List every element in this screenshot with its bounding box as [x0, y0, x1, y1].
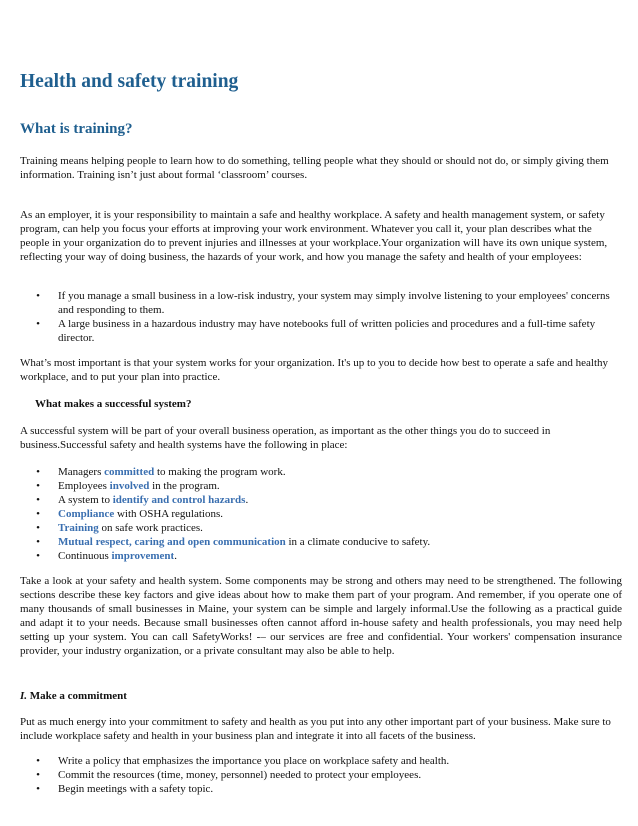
- bullet-icon: •: [36, 536, 40, 548]
- bullet-icon: •: [36, 755, 40, 767]
- list-item: • A system to identify and control hazards.: [20, 493, 622, 507]
- list-item: • Employees involved in the program.: [20, 479, 622, 493]
- paragraph-commitment: Put as much energy into your commitment to safety and health as you put into any other important part of your business. Make sure to include workplace safety and health in your business plan and integrate it into all facets of the business.: [20, 716, 611, 742]
- section-heading-make-commitment: [20, 689, 622, 703]
- highlight-text: identify and control hazards: [112, 494, 246, 506]
- list-item: [20, 782, 622, 796]
- highlight-text: Compliance: [58, 508, 115, 520]
- highlight-text: Mutual respect, caring and open communication: [58, 536, 286, 548]
- bullet-list-system-elements: [20, 465, 622, 563]
- list-item: • Continuous improvement.: [20, 549, 622, 563]
- highlight-text: involved: [109, 480, 150, 492]
- section-heading-what-is-training: What is training?: [20, 121, 133, 137]
- highlight-text: improvement: [111, 550, 175, 562]
- bullet-icon: •: [36, 466, 40, 478]
- bullet-icon: •: [36, 494, 40, 506]
- list-item: [20, 317, 622, 345]
- list-item: • Training on safe work practices.: [20, 521, 622, 535]
- section-title: Make a commitment: [27, 690, 127, 702]
- bullet-icon: •: [36, 480, 40, 492]
- list-item: [20, 289, 622, 317]
- list-item: [20, 754, 622, 768]
- section-numeral: I.: [20, 690, 28, 702]
- paragraph-employer-responsibility: As an employer, it is your responsibility to maintain a safe and healthy workplace. A safety and health management system, or safety program, can help you focus your efforts at improving your work environment. Whatever you call it, your plan describes what the people in your organization do to prevent injuries and illnesses at your workplace.Your organization will have its own unique system, reflecting your way of doing business, the hazards of your work, and how you manage the safety and health of your employees:: [20, 209, 608, 263]
- bullet-icon: •: [36, 783, 40, 795]
- bullet-icon: •: [36, 550, 40, 562]
- list-item: • Compliance with OSHA regulations.: [20, 507, 622, 521]
- bullet-icon: •: [36, 769, 40, 781]
- bullet-icon: •: [36, 290, 40, 302]
- bullet-icon: •: [36, 318, 40, 330]
- subheading-successful-system: What makes a successful system?: [35, 398, 192, 410]
- paragraph-successful-system: A successful system will be part of your overall business operation, as important as the other things you do to succeed in business.Successful safety and health systems have the following in place:: [20, 425, 551, 451]
- list-item: • Mutual respect, caring and open communication in a climate conducive to safety.: [20, 535, 622, 549]
- list-item-text: A large business in a hazardous industry may have notebooks full of written policies and procedures and a full-time safety director.: [58, 318, 596, 344]
- bullet-list-system-examples: [20, 289, 622, 345]
- paragraph-take-a-look: Take a look at your safety and health system. Some components may be strong and others may need to be strengthened. The following sections describe these key factors and give ideas about how to make them part of your program. And remember, if you operate one of many thousands of small businesses in Maine, your system can be simple and largely informal.Use the following as a practical guide and adapt it to your needs. Because small businesses often cannot afford in-house safety and health professionals, you may need help setting up your system. You can call SafetyWorks! -– our services are free and confidential. Your workers' compensation insurance provider, your industry organization, or a private consultant may also be able to help.: [20, 575, 622, 657]
- page-title: Health and safety training: [20, 71, 239, 92]
- list-item-text: Write a policy that emphasizes the importance you place on workplace safety and health.: [58, 755, 450, 767]
- paragraph-most-important: What’s most important is that your system works for your organization. It's up to you to decide how best to operate a safe and healthy workplace, and to put your plan into practice.: [20, 357, 609, 383]
- bullet-icon: •: [36, 508, 40, 520]
- list-item-text: Commit the resources (time, money, personnel) needed to protect your employees.: [58, 769, 422, 781]
- list-item: • Managers committed to making the program work.: [20, 465, 622, 479]
- highlight-text: Training: [58, 522, 99, 534]
- paragraph-training-definition: Training means helping people to learn how to do something, telling people what they should or should not do, or simply giving them information. Training isn’t just about formal ‘classroom’ courses.: [20, 155, 609, 181]
- bullet-list-commitment-actions: [20, 754, 622, 796]
- list-item: [20, 768, 622, 782]
- bullet-icon: •: [36, 522, 40, 534]
- list-item-text: If you manage a small business in a low-risk industry, your system may simply involve listening to your employees' concerns and responding to them.: [58, 290, 610, 316]
- highlight-text: committed: [104, 466, 155, 478]
- list-item-text: Begin meetings with a safety topic.: [58, 783, 214, 795]
